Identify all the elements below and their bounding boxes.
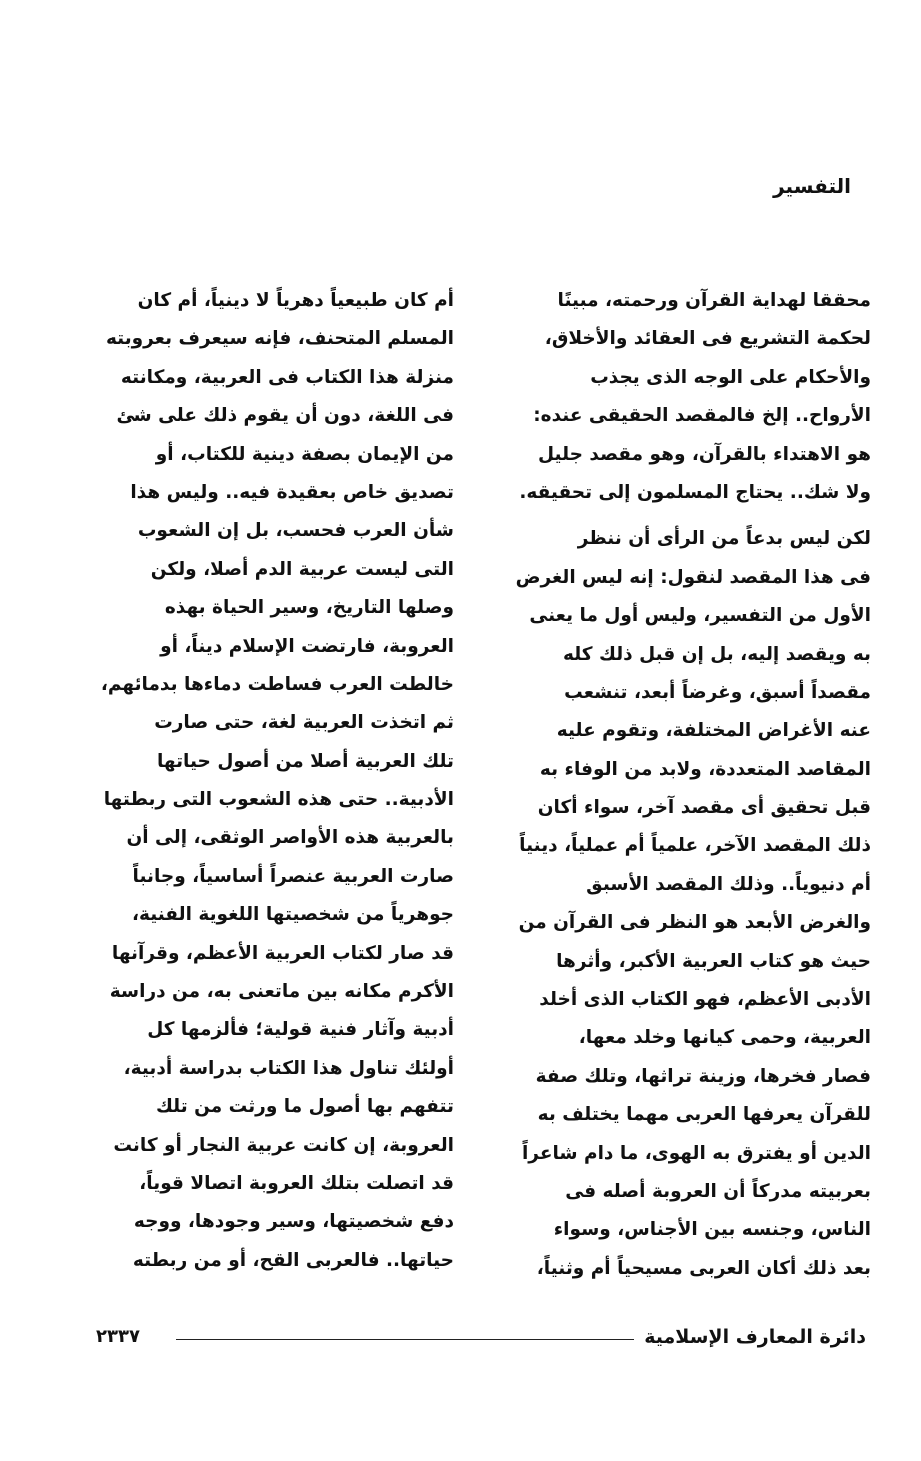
text-line: حياتها.. فالعربى القح، أو من ربطته bbox=[132, 1249, 454, 1271]
text-line: أم كان طبيعياً دهرياً لا دينياً، أم كان bbox=[137, 290, 454, 311]
text-line: تلك العربية أصلا من أصول حياتها bbox=[156, 750, 454, 772]
text-line: بالعربية هذه الأواصر الوثقى، إلى أن bbox=[126, 827, 454, 849]
text-line: ولا شك.. يحتاج المسلمون إلى تحقيقه. bbox=[519, 481, 871, 503]
text-line: أدبية وآثار فنية قولية؛ فألزمها كل bbox=[147, 1019, 454, 1041]
text-line: الأكرم مكانه بين ماتعنى به، من دراسة bbox=[109, 981, 454, 1003]
text-line: للقرآن يعرفها العربى مهما يختلف به bbox=[537, 1104, 871, 1126]
text-line: به ويقصد إليه، بل إن قبل ذلك كله bbox=[563, 643, 871, 665]
text-line: الأول من التفسير، وليس أول ما يعنى bbox=[529, 605, 871, 627]
text-line: فى هذا المقصد لنقول: إنه ليس الغرض bbox=[515, 566, 871, 588]
text-line: أم دنيوياً.. وذلك المقصد الأسبق bbox=[586, 873, 871, 895]
text-line: قبل تحقيق أى مقصد آخر، سواء أكان bbox=[537, 797, 871, 819]
text-line: تتفهم بها أصول ما ورثت من تلك bbox=[155, 1096, 454, 1118]
text-line: حيث هو كتاب العربية الأكبر، وأثرها bbox=[556, 950, 871, 972]
text-line: هو الاهتداء بالقرآن، وهو مقصد جليل bbox=[538, 443, 871, 465]
text-line: تصديق خاص بعقيدة فيه.. وليس هذا bbox=[130, 481, 454, 503]
text-line: الأدبية.. حتى هذه الشعوب التى ربطتها bbox=[103, 789, 454, 811]
text-line: ثم اتخذت العربية لغة، حتى صارت bbox=[154, 712, 454, 734]
text-line: المقاصد المتعددة، ولابد من الوفاء به bbox=[539, 758, 871, 780]
text-line: صارت العربية عنصراً أساسياً، وجانباً bbox=[132, 865, 454, 887]
text-line: العروبة، فارتضت الإسلام ديناً، أو bbox=[160, 635, 454, 657]
text-line: خالطت العرب فساطت دماءها بدمائهم، bbox=[100, 673, 454, 695]
text-line: قد صار لكتاب العربية الأعظم، وقرآنها bbox=[111, 942, 454, 964]
text-line: لكن ليس بدعاً من الرأى أن ننظر bbox=[577, 528, 871, 550]
text-line: قد اتصلت بتلك العروبة اتصالا قوياً، bbox=[139, 1172, 454, 1194]
text-line: دفع شخصيتها، وسير وجودها، ووجه bbox=[133, 1211, 454, 1233]
paragraph-gap bbox=[491, 512, 871, 520]
text-line: أولئك تناول هذا الكتاب بدراسة أدبية، bbox=[123, 1057, 454, 1079]
footer-rule bbox=[176, 1339, 634, 1340]
text-line: جوهرياً من شخصيتها اللغوية الفنية، bbox=[131, 904, 454, 926]
running-header: التفسير bbox=[773, 174, 851, 198]
page-number: ٢٣٣٧ bbox=[96, 1326, 140, 1347]
paragraph bbox=[491, 282, 871, 512]
text-line: والأحكام على الوجه الذى يجذب bbox=[590, 366, 871, 388]
text-line: بعربيته مدركاً أن العروبة أصله فى bbox=[565, 1180, 871, 1202]
text-line: وصلها التاريخ، وسير الحياة بهذه bbox=[164, 597, 454, 619]
text-column-left bbox=[74, 282, 454, 1280]
text-line: العروبة، إن كانت عربية النجار أو كانت bbox=[113, 1134, 454, 1156]
publication-title: دائرة المعارف الإسلامية bbox=[644, 1326, 866, 1348]
text-line: منزلة هذا الكتاب فى العربية، ومكانته bbox=[120, 366, 454, 388]
paragraph bbox=[74, 282, 454, 1280]
text-line: من الإيمان بصفة دينية للكتاب، أو bbox=[155, 443, 454, 465]
text-line: التى ليست عربية الدم أصلا، ولكن bbox=[150, 558, 454, 580]
page-footer bbox=[96, 1320, 866, 1354]
text-line: فصار فخرها، وزينة تراثها، وتلك صفة bbox=[535, 1065, 871, 1087]
text-line: المسلم المتحنف، فإنه سيعرف بعروبته bbox=[105, 328, 454, 350]
text-line: الناس، وجنسه بين الأجناس، وسواء bbox=[553, 1219, 871, 1241]
text-line: ذلك المقصد الآخر، علمياً أم عملياً، دينياً bbox=[519, 835, 871, 857]
text-line: الدين أو يفترق به الهوى، ما دام شاعراً bbox=[521, 1142, 871, 1164]
text-column-right bbox=[491, 282, 871, 1288]
text-line: الأرواح.. إلخ فالمقصد الحقيقى عنده: bbox=[533, 405, 871, 427]
text-line: مقصداً أسبق، وغرضاً أبعد، تنشعب bbox=[564, 681, 871, 703]
text-line: شأن العرب فحسب، بل إن الشعوب bbox=[137, 520, 454, 542]
text-line: عنه الأغراض المختلفة، وتقوم عليه bbox=[556, 720, 871, 742]
paragraph bbox=[491, 520, 871, 1288]
text-line: الأدبى الأعظم، فهو الكتاب الذى أخلد bbox=[539, 989, 871, 1011]
text-line: محققا لهداية القرآن ورحمته، مبينًا bbox=[557, 290, 871, 311]
text-line: العربية، وحمى كيانها وخلد معها، bbox=[578, 1027, 871, 1049]
text-line: بعد ذلك أكان العربى مسيحياً أم وثنياً، bbox=[536, 1257, 871, 1279]
text-line: لحكمة التشريع فى العقائد والأخلاق، bbox=[544, 328, 871, 350]
text-line: فى اللغة، دون أن يقوم ذلك على شئ bbox=[116, 405, 454, 427]
text-line: والغرض الأبعد هو النظر فى القرآن من bbox=[518, 912, 871, 934]
